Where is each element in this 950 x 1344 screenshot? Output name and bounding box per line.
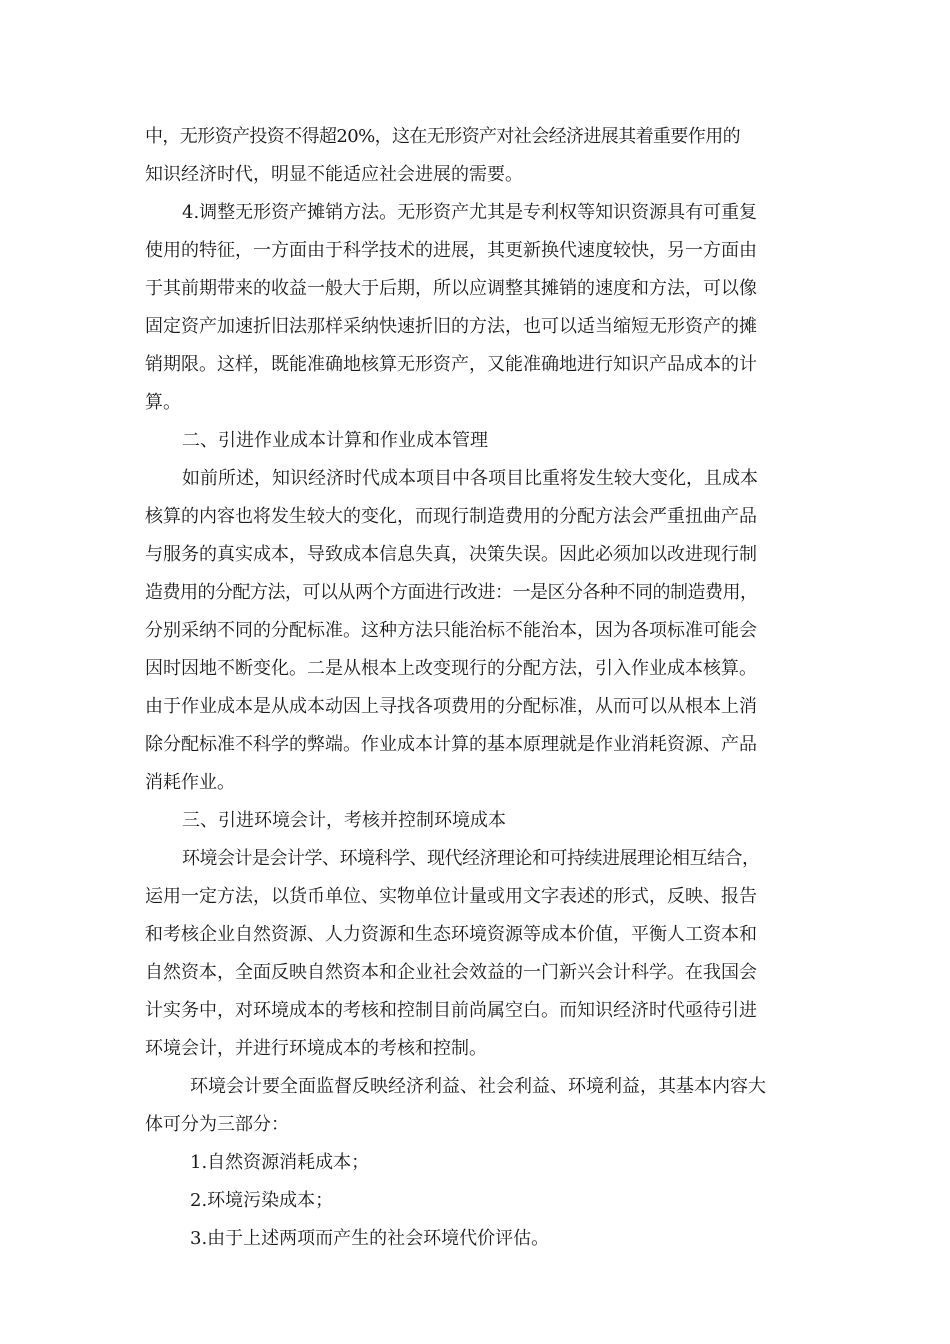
text-line: 消耗作业。 <box>145 772 235 793</box>
text-line: 知识经济时代，明显不能适应社会进展的需要。 <box>145 164 523 185</box>
text-line: 因时因地不断变化。二是从根本上改变现行的分配方法，引入作业成本核算。 <box>145 658 757 679</box>
text-line: 销期限。这样，既能准确地核算无形资产，又能准确地进行知识产品成本的计 <box>145 354 757 375</box>
text-line: 环境会计，并进行环境成本的考核和控制。 <box>145 1038 487 1059</box>
text-line: 和考核企业自然资源、人力资源和生态环境资源等成本价值，平衡人工资本和 <box>145 924 757 945</box>
section-heading: 三、引进环境会计，考核并控制环境成本 <box>182 810 506 831</box>
text-line: 4.调整无形资产摊销方法。无形资产尤其是专利权等知识资源具有可重复 <box>182 202 758 223</box>
text-line: 自然资本，全面反映自然资本和企业社会效益的一门新兴会计科学。在我国会 <box>145 962 757 983</box>
text-line: 环境会计是会计学、环境科学、现代经济理论和可持续进展理论相互结合， <box>182 848 760 869</box>
text-line: 由于作业成本是从成本动因上寻找各项费用的分配标准，从而可以从根本上消 <box>145 696 757 717</box>
text-line: 核算的内容也将发生较大的变化，而现行制造费用的分配方法会严重扭曲产品 <box>145 506 757 527</box>
text-line: 体可分为三部分： <box>145 1114 289 1135</box>
list-item: 2.环境污染成本； <box>190 1190 334 1211</box>
text-line: 中，无形资产投资不得超20%，这在无形资产对社会经济进展其着重要作用的 <box>145 126 741 147</box>
text-line: 使用的特征，一方面由于科学技术的进展，其更新换代速度较快，另一方面由 <box>145 240 757 261</box>
text-line: 计实务中，对环境成本的考核和控制目前尚属空白。而知识经济时代亟待引进 <box>145 1000 757 1021</box>
text-line: 如前所述，知识经济时代成本项目中各项目比重将发生较大变化，且成本 <box>182 468 758 489</box>
section-heading: 二、引进作业成本计算和作业成本管理 <box>182 430 488 451</box>
text-line: 分别采纳不同的分配标准。这种方法只能治标不能治本，因为各项标准可能会 <box>145 620 757 641</box>
list-item: 1.自然资源消耗成本； <box>190 1152 370 1173</box>
text-line: 与服务的真实成本，导致成本信息失真，决策失误。因此必须加以改进现行制 <box>145 544 757 565</box>
text-line: 造费用的分配方法，可以从两个方面进行改进：一是区分各种不同的制造费用， <box>145 582 758 603</box>
text-line: 于其前期带来的收益一般大于后期，所以应调整其摊销的速度和方法，可以像 <box>145 278 757 299</box>
text-line: 环境会计要全面监督反映经济利益、社会利益、环境利益，其基本内容大 <box>190 1076 766 1097</box>
list-item: 3.由于上述两项而产生的社会环境代价评估。 <box>190 1228 550 1249</box>
text-line: 固定资产加速折旧法那样采纳快速折旧的方法，也可以适当缩短无形资产的摊 <box>145 316 757 337</box>
text-line: 除分配标准不科学的弊端。作业成本计算的基本原理就是作业消耗资源、产品 <box>145 734 757 755</box>
text-line: 运用一定方法，以货币单位、实物单位计量或用文字表述的形式，反映、报告 <box>145 886 757 907</box>
text-line: 算。 <box>145 392 181 413</box>
